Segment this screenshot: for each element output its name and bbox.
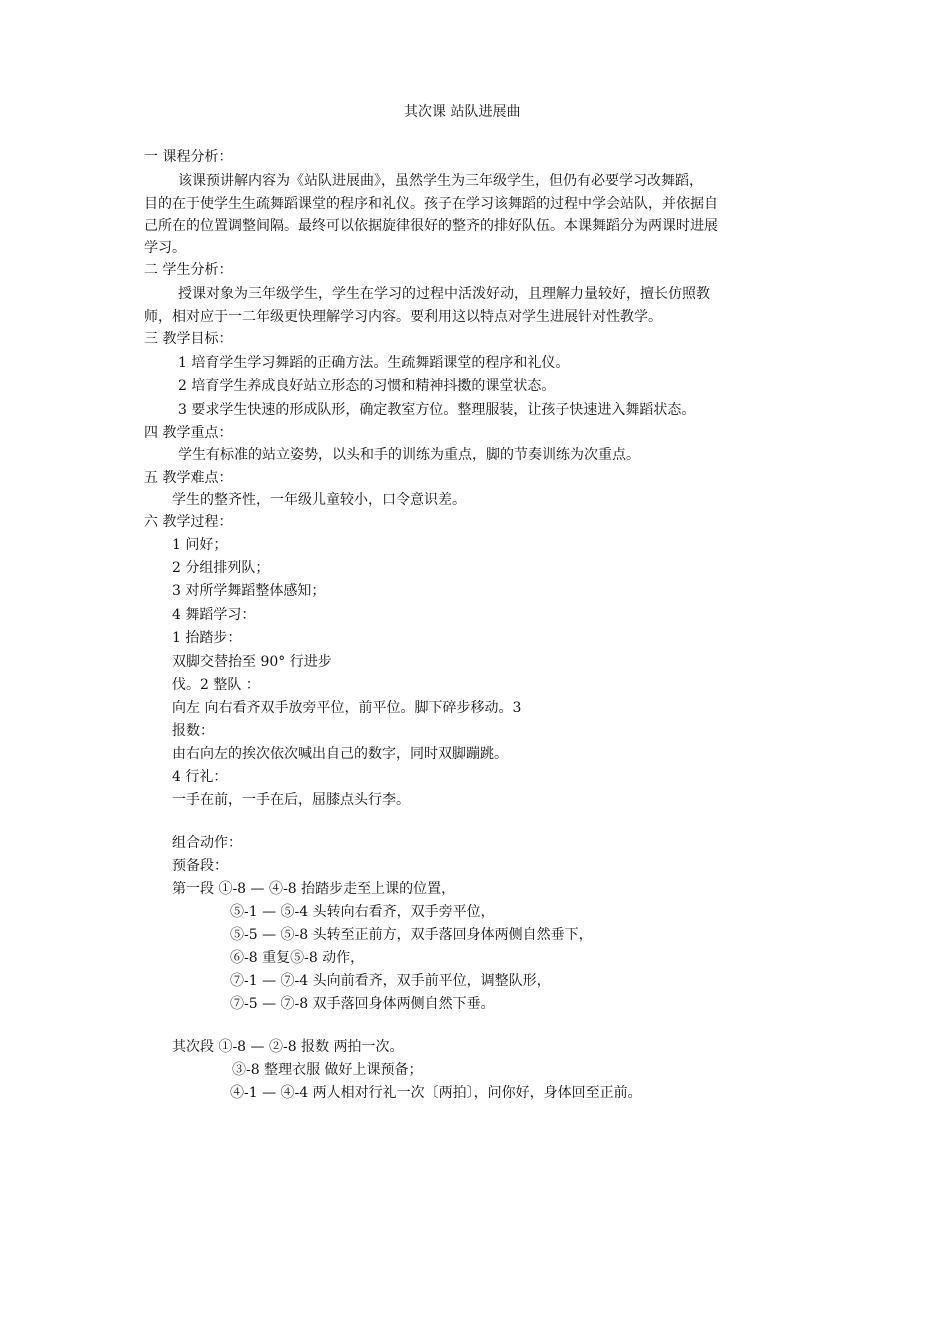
section-heading-key-points: 四 教学重点：	[144, 425, 233, 441]
combo-prep: 预备段：	[172, 858, 228, 874]
paragraph-line: 授课对象为三年级学生，学生在学习的过程中活泼好动，且理解力量较好，擅长仿照教	[178, 286, 710, 302]
goal-item: 1 培育学生学习舞蹈的正确方法。生疏舞蹈课堂的程序和礼仪。	[178, 355, 570, 371]
process-item: 一手在前，一手在后，屈膝点头行李。	[172, 792, 410, 808]
paragraph-line: 目的在于使学生生疏舞蹈课堂的程序和礼仪。孩子在学习该舞蹈的过程中学会站队，并依据自	[144, 196, 718, 212]
combo-line: ⑤-5 — ⑤-8 头转至正前方，双手落回身体两侧自然垂下，	[230, 927, 593, 943]
section-heading-teaching-goals: 三 教学目标：	[144, 331, 233, 347]
process-item: 4 行礼：	[172, 769, 228, 785]
page-title: 其次课 站队进展曲	[404, 104, 521, 120]
section-heading-student-analysis: 二 学生分析：	[144, 262, 233, 278]
paragraph-line: 该课预讲解内容为《站队进展曲》，虽然学生为三年级学生，但仍有必要学习改舞蹈，	[178, 173, 703, 189]
paragraph-line: 己所在的位置调整间隔。最终可以依据旋律很好的整齐的排好队伍。本课舞蹈分为两课时进展	[144, 218, 718, 234]
section-heading-teaching-process: 六 教学过程：	[144, 514, 233, 530]
combo-line: ⑦-1 — ⑦-4 头向前看齐，双手前平位，调整队形，	[230, 973, 551, 989]
process-item: 向左 向右看齐双手放旁平位，前平位。脚下碎步移动。3	[172, 700, 522, 716]
goal-item: 3 要求学生快速的形成队形，确定教室方位。整理服装，让孩子快速进入舞蹈状态。	[178, 402, 696, 418]
process-item: 双脚交替抬至 90° 行进步	[172, 654, 332, 670]
combo-heading: 组合动作：	[172, 835, 242, 851]
section-heading-difficulties: 五 教学难点：	[144, 470, 233, 486]
combo-line: ⑤-1 — ⑤-4 头转向右看齐，双手旁平位，	[230, 904, 495, 920]
process-item: 2 分组排列队；	[172, 560, 270, 576]
combo-line: ⑥-8 重复⑤-8 动作，	[230, 950, 365, 966]
process-item: 4 舞蹈学习：	[172, 607, 256, 623]
goal-item: 2 培育学生养成良好站立形态的习惯和精神抖擞的课堂状态。	[178, 378, 556, 394]
combo-line: 第一段 ①-8 — ④-8 抬踏步走至上课的位置，	[172, 881, 456, 897]
combo-line: ⑦-5 — ⑦-8 双手落回身体两侧自然下垂。	[230, 996, 495, 1012]
section-heading-course-analysis: 一 课程分析：	[144, 149, 233, 165]
process-item: 伐。2 整队 ：	[172, 677, 260, 693]
paragraph-line: 学生的整齐性，一年级儿童较小，口令意识差。	[172, 492, 466, 508]
process-item: 3 对所学舞蹈整体感知；	[172, 583, 326, 599]
combo-line: ④-1 — ④-4 两人相对行礼一次〔两拍〕，问你好，身体回至正前。	[230, 1085, 642, 1101]
process-item: 1 抬踏步：	[172, 630, 242, 646]
combo-line: 其次段 ①-8 — ②-8 报数 两拍一次。	[172, 1039, 404, 1055]
paragraph-line: 学生有标准的站立姿势，以头和手的训练为重点，脚的节奏训练为次重点。	[178, 447, 640, 463]
process-item: 1 问好；	[172, 537, 228, 553]
paragraph-line: 学习。	[144, 240, 186, 256]
combo-line: ③-8 整理衣服 做好上课预备；	[232, 1062, 423, 1078]
process-item: 由右向左的挨次依次喊出自己的数字，同时双脚蹦跳。	[172, 746, 508, 762]
process-item: 报数：	[172, 723, 214, 739]
paragraph-line: 师，相对应于一二年级更快理解学习内容。要利用这以特点对学生进展针对性教学。	[144, 309, 662, 325]
